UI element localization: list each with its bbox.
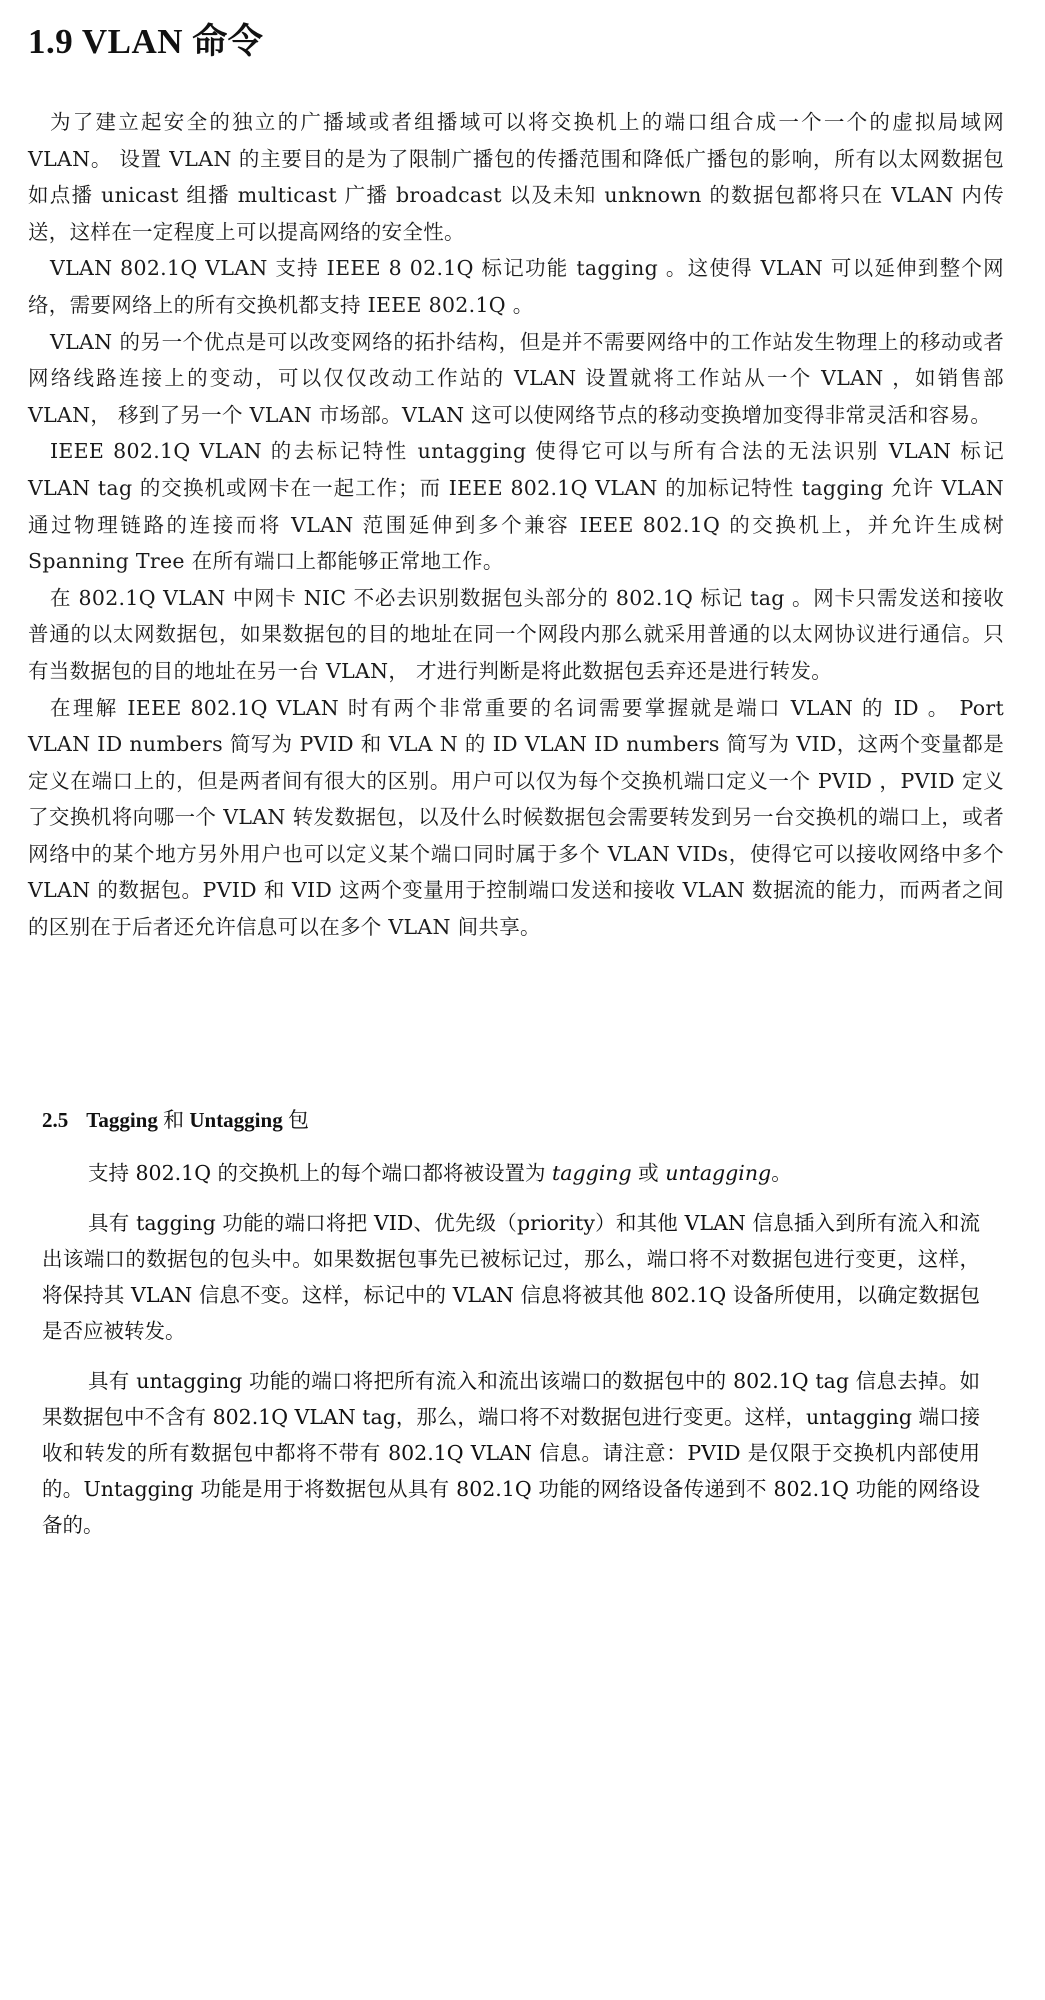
- intro-text-1: 支持 802.1Q 的交换机上的每个端口都将被设置为: [88, 1161, 553, 1185]
- paragraph-8021q-tagging: VLAN 802.1Q VLAN 支持 IEEE 8 02.1Q 标记功能 tagging 。这使得 VLAN 可以延伸到整个网络，需要网络上的所有交换机都支持 IEEE 802.1Q 。: [28, 256, 1004, 317]
- intro-term-untagging: untagging: [665, 1161, 772, 1185]
- heading-part-untagging: Untagging: [189, 1108, 283, 1132]
- section-vlan-commands: [28, 104, 1004, 946]
- paragraph-untagging-port: 具有 untagging 功能的端口将把所有流入和流出该端口的数据包中的 802.1Q tag 信息去掉。如果数据包中不含有 802.1Q VLAN tag，那么，端口将不对数据包进行变更。这样，untagging 端口接收和转发的所有数据包中都将不带有 802.1Q VLAN 信息。请注意：PVID 是仅限于交换机内部使用的。Untagging 功能是用于将数据包从具有 802.1Q 功能的网络设备传递到不 802.1Q 功能的网络设备的。: [42, 1369, 980, 1537]
- paragraph-tagging-port: 具有 tagging 功能的端口将把 VID、优先级（priority）和其他 VLAN 信息插入到所有流入和流出该端口的数据包的包头中。如果数据包事先已被标记过，那么，端口将不对数据包进行变更，这样，将保持其 VLAN 信息不变。这样，标记中的 VLAN 信息将被其他 802.1Q 设备所使用，以确定数据包是否应被转发。: [42, 1211, 980, 1343]
- paragraph-pvid-vid: 在理解 IEEE 802.1Q VLAN 时有两个非常重要的名词需要掌握就是端口 VLAN 的 ID 。 Port VLAN ID numbers 简写为 PVID 和 VLA N 的 ID VLAN ID numbers 简写为 VID，这两个变量都是定义在端口上的，但是两者间有很大的区别。用户可以仅为每个交换机端口定义一个 PVID ，PVID 定义了交换机将向哪一个 VLAN 转发数据包，以及什么时候数据包会需要转发到另一台交换机的端口上，或者网络中的某个地方另外用户也可以定义某个端口同时属于多个 VLAN VIDs，使得它可以接收网络中多个 VLAN 的数据包。PVID 和 VID 这两个变量用于控制端口发送和接收 VLAN 数据流的能力，而两者之间的区别在于后者还允许信息可以在多个 VLAN 间共享。: [28, 695, 1004, 940]
- heading-part-packet: 包: [282, 1108, 309, 1132]
- paragraph-vlan-topology: VLAN 的另一个优点是可以改变网络的拓扑结构，但是并不需要网络中的工作站发生物理上的移动或者网络线路连接上的变动，可以仅仅改动工作站的 VLAN 设置就将工作站从一个 VLAN ，如销售部 VLAN， 移到了另一个 VLAN 市场部。VLAN 这可以使网络节点的移动变换增加变得非常灵活和容易。: [28, 329, 1004, 427]
- intro-term-tagging: tagging: [552, 1161, 632, 1185]
- heading-part-and: 和: [157, 1108, 190, 1132]
- intro-text-3: 。: [771, 1161, 792, 1185]
- paragraph-vlan-intro: 为了建立起安全的独立的广播域或者组播域可以将交换机上的端口组合成一个一个的虚拟局域网 VLAN。 设置 VLAN 的主要目的是为了限制广播包的传播范围和降低广播包的影响，所有以太网数据包如点播 unicast 组播 multicast 广播 broadcast 以及未知 unknown 的数据包都将只在 VLAN 内传送，这样在一定程度上可以提高网络的安全性。: [28, 110, 1004, 244]
- paragraph-untagging-feature: IEEE 802.1Q VLAN 的去标记特性 untagging 使得它可以与所有合法的无法识别 VLAN 标记 VLAN tag 的交换机或网卡在一起工作；而 IEEE 802.1Q VLAN 的加标记特性 tagging 允许 VLAN 通过物理链路的连接而将 VLAN 范围延伸到多个兼容 IEEE 802.1Q 的交换机上，并允许生成树 Spanning Tree 在所有端口上都能够正常地工作。: [28, 439, 1004, 574]
- section-tagging-untagging: [42, 1155, 980, 1557]
- chapter-title: 1.9 VLAN 命令: [28, 22, 264, 61]
- heading-part-tagging: Tagging: [86, 1108, 158, 1132]
- paragraph-nic-tag: 在 802.1Q VLAN 中网卡 NIC 不必去识别数据包头部分的 802.1Q 标记 tag 。网卡只需发送和接收普通的以太网数据包，如果数据包的目的地址在同一个网段内那么就采用普通的以太网协议进行通信。只有当数据包的目的地址在另一台 VLAN， 才进行判断是将此数据包丢弃还是进行转发。: [28, 585, 1004, 683]
- intro-text-2: 或: [631, 1161, 666, 1185]
- section-heading-tagging: [42, 1103, 309, 1137]
- paragraph-port-setting: [42, 1155, 980, 1191]
- section-number: 2.5: [42, 1108, 69, 1132]
